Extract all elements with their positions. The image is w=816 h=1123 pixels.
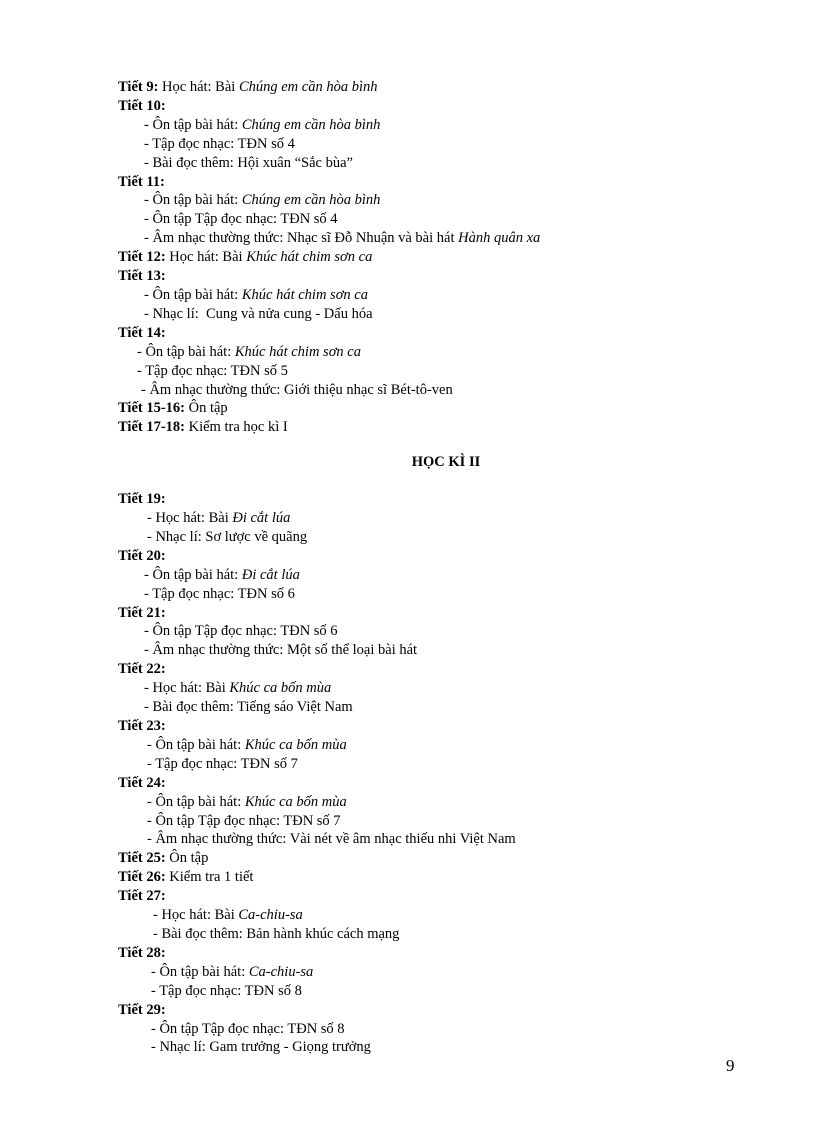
lesson-item-line bbox=[118, 585, 758, 604]
lesson-text: - Ôn tập Tập đọc nhạc: TĐN số 7 bbox=[147, 812, 341, 829]
lesson-text: - Ôn tập Tập đọc nhạc: TĐN số 8 bbox=[151, 1020, 345, 1037]
song-title: Khúc hát chim sơn ca bbox=[241, 286, 368, 303]
lesson-item-line bbox=[118, 982, 758, 1001]
lesson-heading-line bbox=[118, 248, 758, 267]
section-heading: HỌC KÌ II bbox=[411, 454, 481, 471]
lesson-text: Học hát: Bài bbox=[165, 249, 247, 266]
lesson-item-line bbox=[118, 343, 758, 362]
lesson-heading-line bbox=[118, 774, 758, 793]
lesson-heading-line bbox=[118, 717, 758, 736]
lesson-label: Tiết 11: bbox=[118, 173, 165, 190]
lesson-heading-line bbox=[118, 324, 758, 343]
song-title: Đi cắt lúa bbox=[232, 510, 291, 527]
lesson-item-line bbox=[118, 135, 758, 154]
song-title: Chúng em cần hòa bình bbox=[238, 79, 378, 95]
lesson-item-line bbox=[118, 362, 758, 381]
lesson-text: - Nhạc lí: Gam trưởng - Giọng trưởng bbox=[151, 1039, 371, 1056]
lesson-text: - Ôn tập Tập đọc nhạc: TĐN số 6 bbox=[144, 623, 338, 640]
lesson-heading-line bbox=[118, 173, 758, 192]
semester-1-lesson-list bbox=[118, 78, 758, 437]
lesson-label: Tiết 13: bbox=[118, 268, 166, 285]
lesson-item-line bbox=[118, 755, 758, 774]
lesson-item-line bbox=[118, 116, 758, 135]
song-title: Ca-chiu-sa bbox=[248, 963, 314, 980]
lesson-text: - Bài đọc thêm: Tiếng sáo Việt Nam bbox=[144, 699, 353, 716]
lesson-text: - Âm nhạc thường thức: Một số thể loại bài hát bbox=[144, 642, 418, 659]
song-title: Chúng em cần hòa bình bbox=[241, 116, 381, 133]
lesson-item-line bbox=[118, 622, 758, 641]
lesson-item-line bbox=[118, 286, 758, 305]
lesson-item-line bbox=[118, 793, 758, 812]
lesson-text: - Ôn tập bài hát: bbox=[147, 793, 245, 810]
lesson-text: Học hát: Bài bbox=[158, 79, 239, 95]
lesson-item-line bbox=[118, 191, 758, 210]
lesson-heading-line bbox=[118, 97, 758, 116]
lesson-text: - Ôn tập bài hát: bbox=[137, 343, 235, 360]
song-title: Hành quân xa bbox=[458, 230, 541, 247]
page-number: 9 bbox=[726, 1056, 735, 1075]
lesson-heading-line bbox=[118, 849, 758, 868]
lesson-text: Ôn tập bbox=[165, 850, 209, 867]
lesson-text: - Âm nhạc thường thức: Giới thiệu nhạc sĩ Bét-tô-ven bbox=[141, 381, 453, 398]
song-title: Khúc ca bốn mùa bbox=[229, 680, 332, 697]
lesson-item-line bbox=[118, 736, 758, 755]
lesson-heading-line bbox=[118, 547, 758, 566]
lesson-label: Tiết 12: bbox=[118, 249, 166, 266]
lesson-text: - Ôn tập bài hát: bbox=[144, 566, 242, 583]
lesson-text: - Ôn tập bài hát: bbox=[144, 116, 242, 133]
lesson-text: - Tập đọc nhạc: TĐN số 5 bbox=[137, 362, 288, 379]
lesson-text: - Ôn tập bài hát: bbox=[144, 286, 242, 303]
lesson-item-line bbox=[118, 641, 758, 660]
lesson-text: - Học hát: Bài bbox=[147, 510, 233, 527]
lesson-heading-line bbox=[118, 944, 758, 963]
lesson-label: Tiết 27: bbox=[118, 888, 166, 905]
lesson-label: Tiết 28: bbox=[118, 944, 166, 961]
lesson-label: Tiết 21: bbox=[118, 604, 166, 621]
lesson-text: - Học hát: Bài bbox=[153, 907, 239, 924]
lesson-heading-line bbox=[118, 267, 758, 286]
lesson-item-line bbox=[118, 528, 758, 547]
lesson-text: - Ôn tập bài hát: bbox=[151, 963, 249, 980]
lesson-label: Tiết 24: bbox=[118, 774, 166, 791]
lesson-label: Tiết 15-16: bbox=[118, 400, 185, 417]
song-title: Khúc hát chim sơn ca bbox=[234, 343, 361, 360]
lesson-heading-line bbox=[118, 399, 758, 418]
song-title: Khúc ca bốn mùa bbox=[244, 793, 347, 810]
lesson-text: - Ôn tập bài hát: bbox=[147, 736, 245, 753]
lesson-heading-line bbox=[118, 418, 758, 437]
lesson-item-line bbox=[118, 566, 758, 585]
lesson-text: - Nhạc lí: Cung và nửa cung - Dấu hóa bbox=[144, 305, 373, 322]
lesson-heading-line bbox=[118, 78, 758, 97]
lesson-label: Tiết 29: bbox=[118, 1001, 166, 1018]
semester-2-lesson-list bbox=[118, 490, 758, 1057]
lesson-text: - Tập đọc nhạc: TĐN số 7 bbox=[147, 755, 298, 772]
lesson-label: Tiết 20: bbox=[118, 547, 166, 564]
lesson-heading-line bbox=[118, 868, 758, 887]
song-title: Đi cắt lúa bbox=[241, 566, 300, 583]
lesson-item-line bbox=[118, 698, 758, 717]
document-body bbox=[118, 78, 758, 1057]
lesson-text: - Tập đọc nhạc: TĐN số 6 bbox=[144, 585, 295, 602]
lesson-item-line bbox=[118, 963, 758, 982]
lesson-text: - Âm nhạc thường thức: Vài nét về âm nhạc thiếu nhi Việt Nam bbox=[147, 831, 516, 848]
lesson-text: - Âm nhạc thường thức: Nhạc sĩ Đỗ Nhuận và bài hát bbox=[144, 230, 459, 247]
lesson-label: Tiết 19: bbox=[118, 491, 166, 508]
lesson-item-line bbox=[118, 1038, 758, 1057]
lesson-label: Tiết 26: bbox=[118, 869, 166, 886]
song-title: Chúng em cần hòa bình bbox=[241, 192, 381, 209]
lesson-label: Tiết 9: bbox=[118, 79, 159, 95]
lesson-item-line bbox=[118, 305, 758, 324]
lesson-text: Kiểm tra 1 tiết bbox=[165, 869, 254, 886]
lesson-item-line bbox=[118, 210, 758, 229]
lesson-item-line bbox=[118, 906, 758, 925]
lesson-heading-line bbox=[118, 887, 758, 906]
lesson-label: Tiết 10: bbox=[118, 97, 166, 114]
song-title: Ca-chiu-sa bbox=[238, 907, 303, 924]
lesson-label: Tiết 22: bbox=[118, 661, 166, 678]
lesson-text: - Tập đọc nhạc: TĐN số 4 bbox=[144, 135, 295, 152]
song-title: Khúc ca bốn mùa bbox=[244, 736, 347, 753]
lesson-text: Ôn tập bbox=[185, 400, 228, 417]
lesson-text: - Bài đọc thêm: Bản hành khúc cách mạng bbox=[153, 925, 400, 942]
lesson-heading-line bbox=[118, 660, 758, 679]
lesson-heading-line bbox=[118, 490, 758, 509]
lesson-label: Tiết 25: bbox=[118, 850, 166, 867]
lesson-label: Tiết 17-18: bbox=[118, 419, 185, 436]
lesson-heading-line bbox=[118, 1001, 758, 1020]
lesson-text: - Học hát: Bài bbox=[144, 680, 230, 697]
lesson-item-line bbox=[118, 381, 758, 400]
lesson-text: - Tập đọc nhạc: TĐN số 8 bbox=[151, 982, 302, 999]
lesson-item-line bbox=[118, 830, 758, 849]
lesson-text: Kiểm tra học kì I bbox=[185, 419, 288, 436]
lesson-label: Tiết 14: bbox=[118, 324, 166, 341]
song-title: Khúc hát chim sơn ca bbox=[246, 249, 373, 266]
lesson-item-line bbox=[118, 1020, 758, 1039]
lesson-text: - Nhạc lí: Sơ lược về quãng bbox=[147, 528, 308, 545]
lesson-text: - Ôn tập bài hát: bbox=[144, 192, 242, 209]
lesson-label: Tiết 23: bbox=[118, 718, 166, 734]
lesson-text: - Ôn tập Tập đọc nhạc: TĐN số 4 bbox=[144, 211, 338, 228]
lesson-text: - Bài đọc thêm: Hội xuân “Sắc bùa” bbox=[144, 154, 353, 171]
lesson-item-line bbox=[118, 925, 758, 944]
lesson-item-line bbox=[118, 679, 758, 698]
lesson-item-line bbox=[118, 509, 758, 528]
lesson-item-line bbox=[118, 229, 758, 248]
lesson-item-line bbox=[118, 812, 758, 831]
lesson-item-line bbox=[118, 154, 758, 173]
lesson-heading-line bbox=[118, 604, 758, 623]
